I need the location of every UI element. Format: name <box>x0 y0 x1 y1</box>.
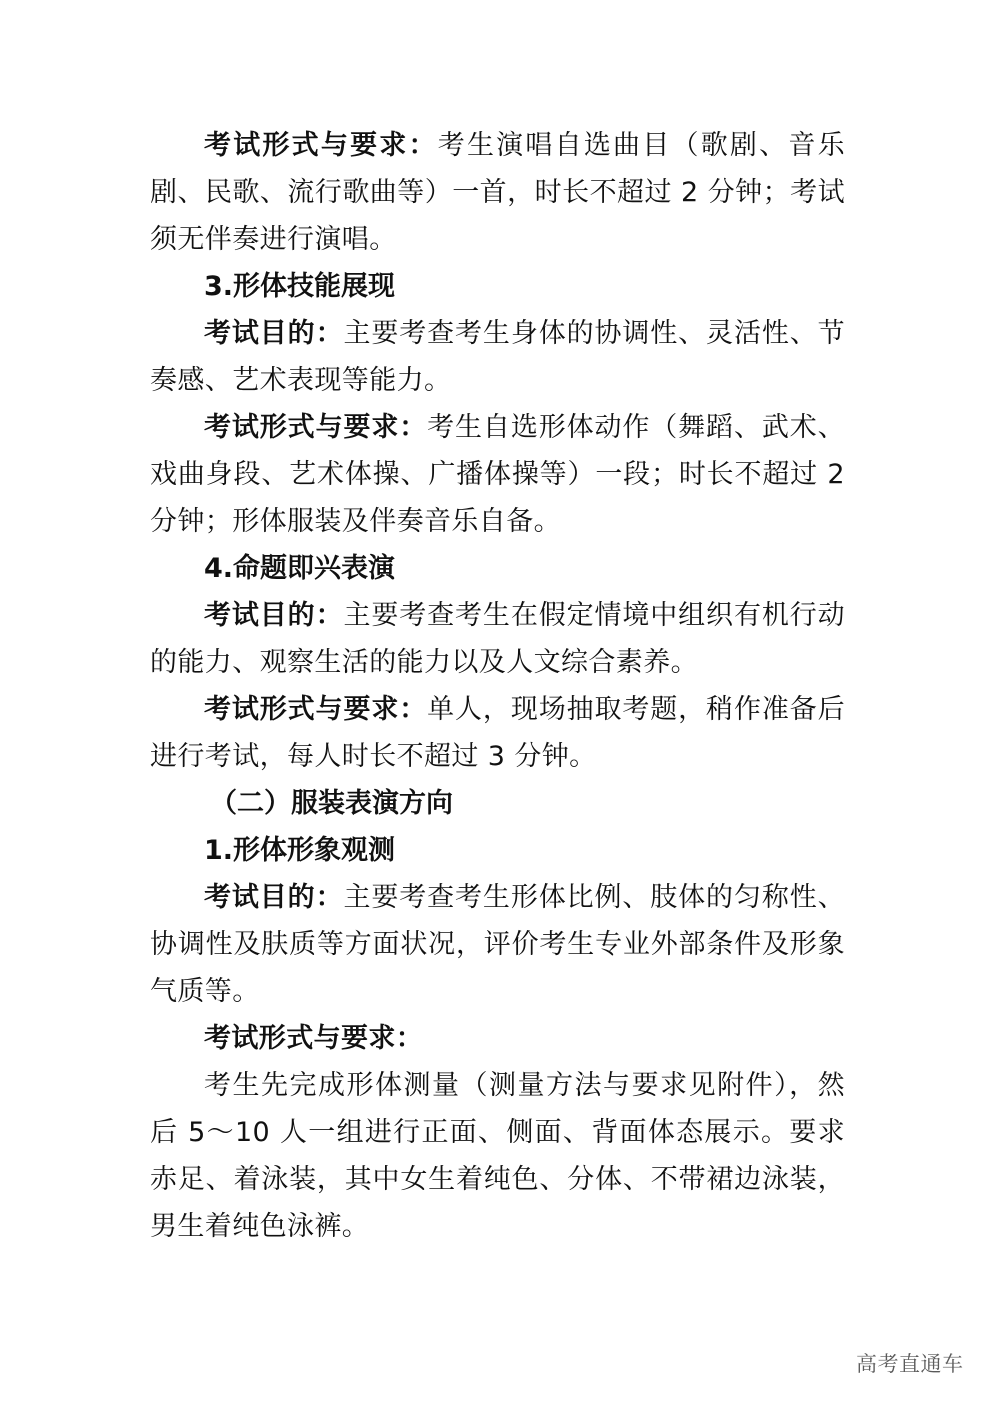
label-purpose: 考试目的： <box>204 600 344 631</box>
paragraph-improv-purpose <box>150 592 845 686</box>
text-improv-format: 单人，现场抽取考题，稍作准备后进行考试，每人时长不超过 3 分钟。 <box>150 694 846 772</box>
text-improv-purpose: 主要考查考生在假定情境中组织有机行动的能力、观察生活的能力以及人文综合素养。 <box>150 600 846 678</box>
paragraph-improv-format <box>150 686 845 780</box>
text-body-skills-purpose: 主要考查考生身体的协调性、灵活性、节奏感、艺术表现等能力。 <box>150 318 846 396</box>
paragraph-body-image-purpose <box>150 874 845 1015</box>
label-format-requirements: 考试形式与要求： <box>204 694 428 725</box>
label-format-requirements: 考试形式与要求： <box>204 412 428 443</box>
label-purpose: 考试目的： <box>204 882 344 913</box>
heading-body-image: 1.形体形象观测 <box>204 835 396 866</box>
paragraph-singing-format <box>150 122 845 263</box>
text-singing-format: 考生演唱自选曲目（歌剧、音乐剧、民歌、流行歌曲等）一首，时长不超过 2 分钟；考试须无伴奏进行演唱。 <box>150 130 845 255</box>
paragraph-body-skills-purpose <box>150 310 845 404</box>
section-heading-fashion: （二）服装表演方向 <box>210 788 453 819</box>
text-body-skills-format: 考生自选形体动作（舞蹈、武术、戏曲身段、艺术体操、广播体操等）一段；时长不超过 2 分钟；形体服装及伴奏音乐自备。 <box>150 412 846 537</box>
document-body <box>150 122 845 1250</box>
watermark-text: 高考直通车 <box>856 1352 964 1376</box>
text-body-image-purpose: 主要考查考生形体比例、肢体的匀称性、协调性及肤质等方面状况，评价考生专业外部条件及形象气质等。 <box>150 882 846 1007</box>
paragraph-body-skills-format <box>150 404 845 545</box>
label-purpose: 考试目的： <box>204 318 344 349</box>
heading-improv: 4.命题即兴表演 <box>204 553 396 584</box>
heading-body-skills: 3.形体技能展现 <box>204 271 396 302</box>
paragraph-body-image-format-label <box>150 1015 845 1062</box>
paragraph-body-image-format-text: 考生先完成形体测量（测量方法与要求见附件），然后 5～10 人一组进行正面、侧面、背面体态展示。要求赤足、着泳装，其中女生着纯色、分体、不带裙边泳装，男生着纯色泳裤。 <box>150 1070 845 1242</box>
label-format-requirements: 考试形式与要求： <box>204 1023 424 1054</box>
label-format-requirements: 考试形式与要求： <box>204 130 438 161</box>
